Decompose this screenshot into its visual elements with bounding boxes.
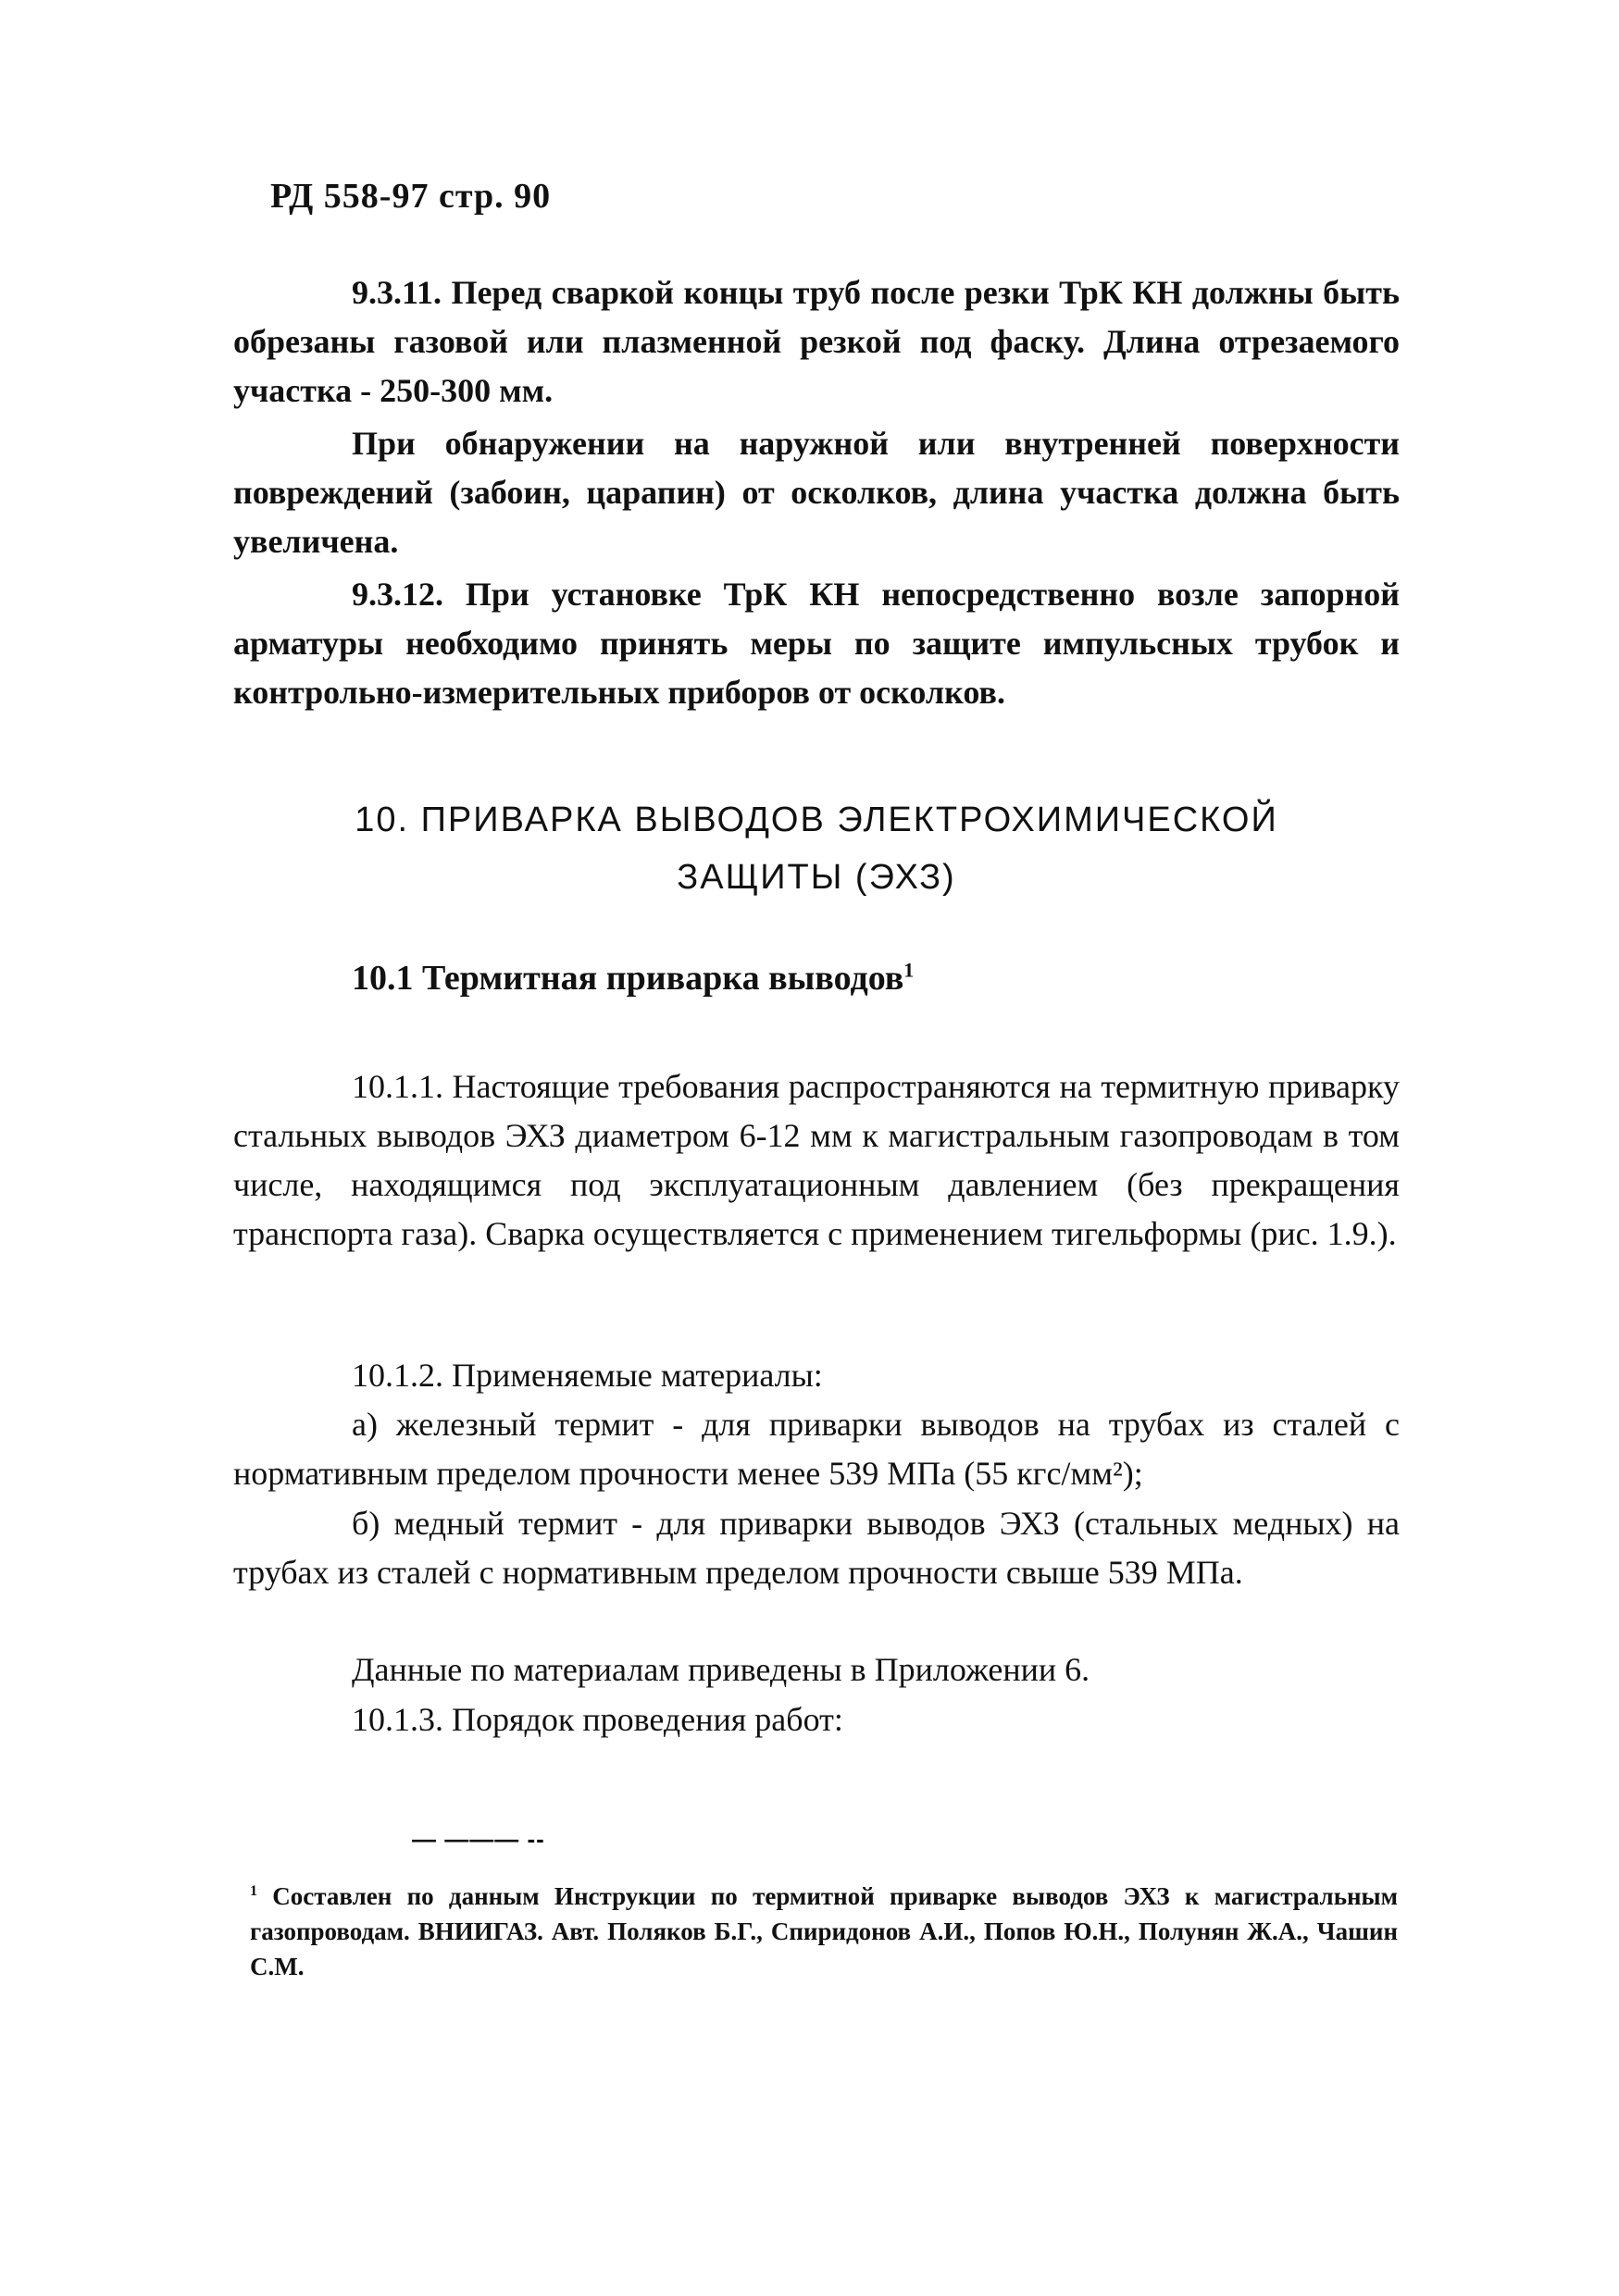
list-item-a: а) железный термит - для приварки выводов на трубах из сталей с нормативным пределом прочности менее 539 МПа (55 кгс/мм²); [233, 1406, 1400, 1492]
section-title-line2: ЗАЩИТЫ (ЭХЗ) [677, 858, 956, 897]
footnote-mark: 1 [250, 1883, 257, 1899]
footnote-text: Составлен по данным Инструкции по термитной приварке выводов ЭХЗ к магистральным газопроводам. ВНИИГАЗ. Авт. Поляков Б.Г., Спиридонов А.И., Попов Ю.Н., Полунян Ж.А., Чашин С.М. [250, 1882, 1399, 1980]
footnote [250, 1874, 1398, 1984]
subsection-title [352, 958, 914, 999]
paragraph-9-3-12: 9.3.12. При установке ТрК КН непосредственно возле запорной арматуры необходимо принять меры по защите импульсных трубок и контрольно-измерительных приборов от осколков. [233, 576, 1400, 711]
paragraph-10-1-2: 10.1.2. Применяемые материалы: [352, 1357, 823, 1394]
section-title-line1: 10. ПРИВАРКА ВЫВОДОВ ЭЛЕКТРОХИМИЧЕСКОЙ [355, 800, 1278, 839]
paragraph-9-3-11: 9.3.11. Перед сваркой концы труб после резки ТрК КН должны быть обрезаны газовой или плазменной резкой под фаску. Длина отрезаемого участка - 250-300 мм. [233, 274, 1400, 409]
footnote-separator: — ——— -- [412, 1825, 545, 1853]
list-item-b: б) медный термит - для приварки выводов ЭХЗ (стальных медных) на трубах из сталей с нормативным пределом прочности свыше 539 МПа. [233, 1505, 1400, 1591]
footnote-reference: 1 [903, 958, 915, 982]
paragraph-10-1-3: 10.1.3. Порядок проведения работ: [352, 1701, 843, 1738]
subsection-title-text: 10.1 Термитная приварка выводов [352, 959, 904, 998]
section-title [233, 791, 1400, 906]
page-header: РД 558-97 стр. 90 [270, 177, 552, 216]
paragraph-data: Данные по материалам приведены в Приложении 6. [352, 1651, 1090, 1688]
paragraph-damage: При обнаружении на наружной или внутренней поверхности повреждений (забоин, царапин) от осколков, длина участка должна быть увеличена. [233, 425, 1400, 560]
paragraph-10-1-1: 10.1.1. Настоящие требования распространяются на термитную приварку стальных выводов ЭХЗ диаметром 6-12 мм к магистральным газопроводам в том числе, находящимся под эксплуатационным давлением (без прекращения транспорта газа). Сварка осуществляется с применением тигельформы (рис. 1.9.). [233, 1068, 1400, 1252]
